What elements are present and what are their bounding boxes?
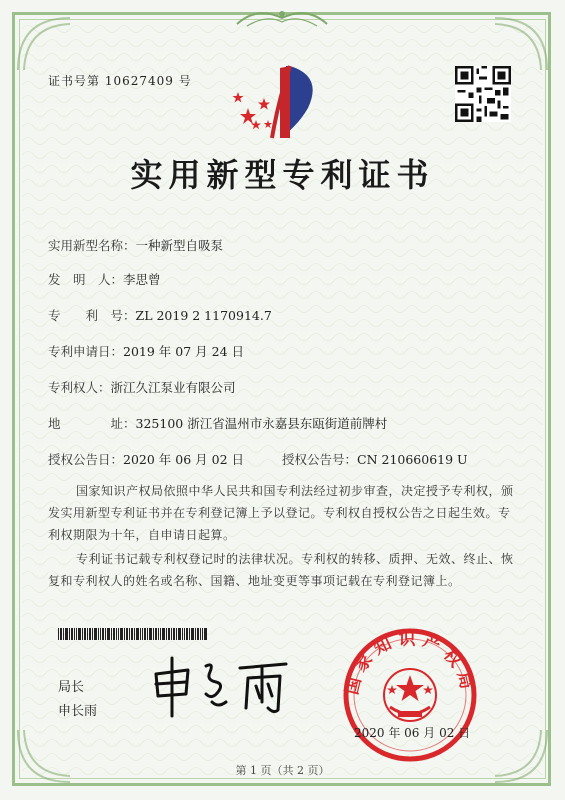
- field-inventor: [48, 270, 161, 288]
- field-announcement-number: [282, 450, 468, 468]
- handwritten-signature: [148, 650, 298, 720]
- signatory-title: 局长: [58, 680, 85, 695]
- barcode-icon: [58, 628, 208, 640]
- grant-statement: 国家知识产权局依照中华人民共和国专利法经过初步审查，决定授予专利权，颁发实用新型专利证书并在专利登记簿上予以登记。专利权自授权公告之日起生效。专利权期限为十年，自申请日起算。: [48, 484, 514, 542]
- official-seal-icon: [340, 625, 480, 765]
- field-value: CN 210660619 U: [357, 452, 468, 467]
- field-label: 专利申请日：: [48, 344, 124, 359]
- field-label: 专利权人：: [48, 380, 111, 395]
- signatory-name: 申长雨: [58, 704, 98, 719]
- legal-status-note: 专利证书记载专利权登记时的法律状况。专利权的转移、质押、无效、终止、恢复和专利权人的姓名或名称、国籍、地址变更等事项记载在专利登记簿上。: [48, 552, 514, 588]
- corner-ornament-top-right: [491, 14, 551, 74]
- certificate-number-label: 证书号第: [48, 74, 101, 88]
- certificate-number: [48, 72, 192, 89]
- field-label: 地 址：: [48, 416, 136, 431]
- seal-date: 2020 年 06 月 02 日: [354, 726, 471, 740]
- certificate-title: 实用新型专利证书: [130, 156, 435, 194]
- field-label: 发 明 人：: [48, 272, 124, 287]
- field-value: 2019 年 07 月 24 日: [123, 344, 245, 359]
- top-ornament: [232, 4, 332, 30]
- field-value: 一种新型自吸泵: [135, 238, 224, 253]
- field-value: ZL 2019 2 1170914.7: [135, 308, 272, 323]
- field-label: 专 利 号：: [48, 308, 136, 323]
- field-label: 实用新型名称：: [48, 238, 136, 253]
- field-label: 授权公告号：: [282, 452, 358, 467]
- field-announcement-date: [48, 450, 244, 468]
- field-patentee: [48, 378, 236, 396]
- certificate-number-suffix: 号: [178, 74, 192, 88]
- field-utility-model-name: [48, 236, 223, 254]
- page-number: 第 1 页（共 2 页）: [235, 764, 330, 777]
- field-address: [48, 414, 387, 432]
- field-patent-number: [48, 306, 272, 324]
- field-label: 授权公告日：: [48, 452, 124, 467]
- seal-text: 国家知识产权局: [342, 629, 478, 697]
- corner-ornament-top-left: [14, 14, 74, 74]
- cnipa-emblem-icon: [228, 62, 338, 142]
- field-application-date: [48, 342, 244, 360]
- field-value: 浙江久江泵业有限公司: [110, 380, 236, 395]
- field-value: 李思曾: [123, 272, 161, 287]
- qr-code-icon: [455, 66, 511, 122]
- field-value: 325100 浙江省温州市永嘉县东瓯街道前牌村: [135, 416, 388, 431]
- certificate-number-value: 10627409: [104, 74, 174, 88]
- field-value: 2020 年 06 月 02 日: [123, 452, 245, 467]
